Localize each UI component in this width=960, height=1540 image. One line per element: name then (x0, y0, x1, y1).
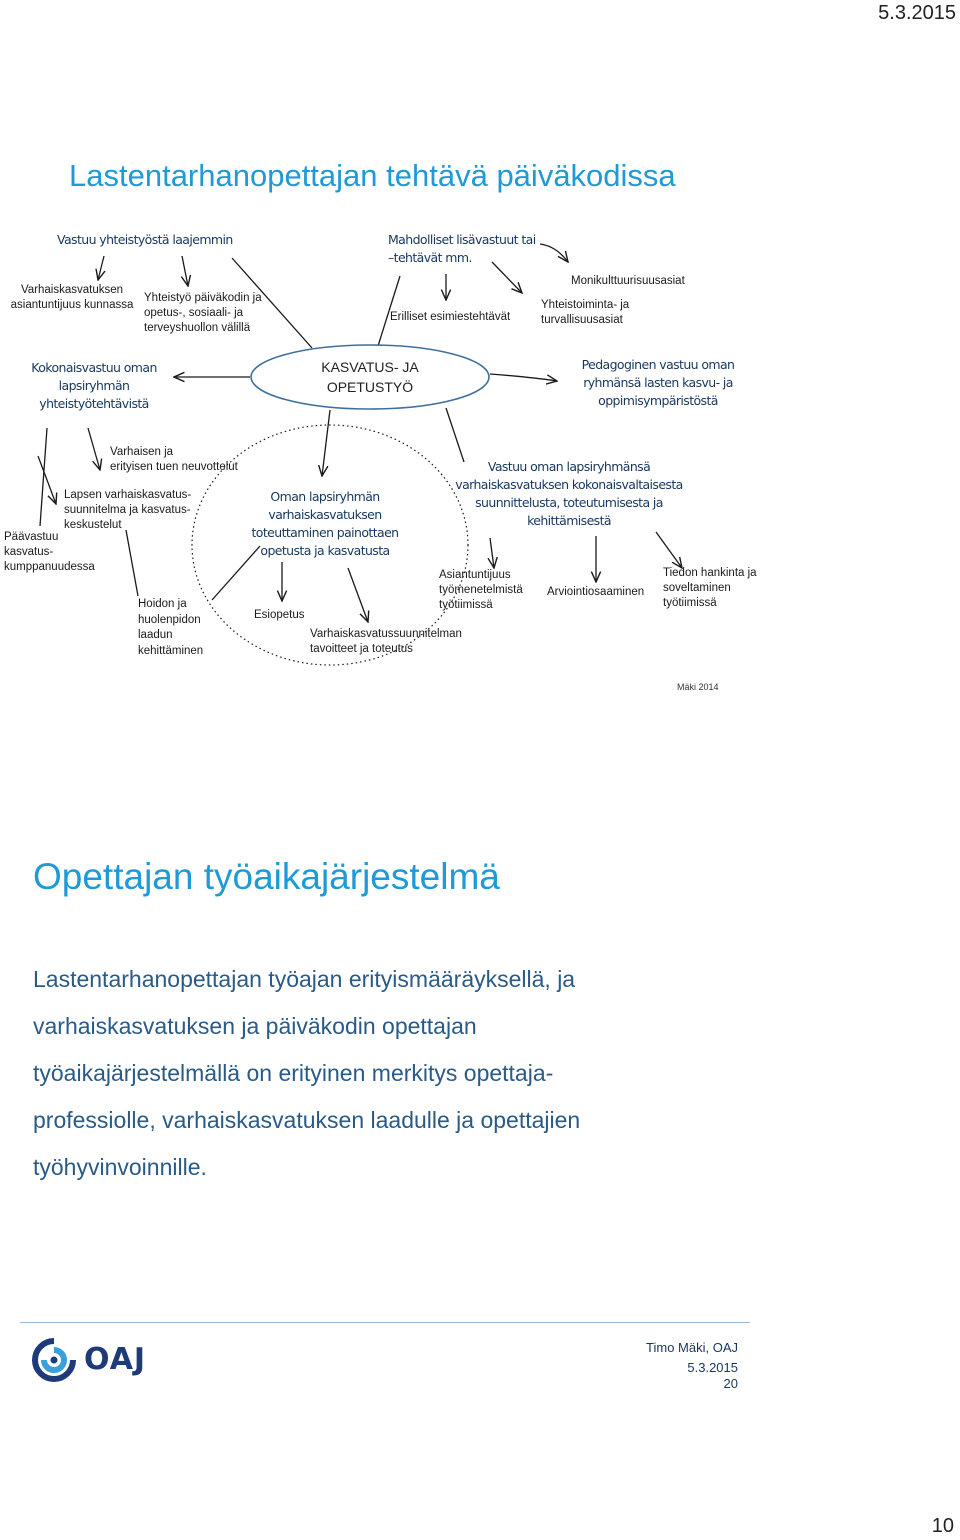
node-yhteistoiminta-line2: turvallisuusasiat (541, 314, 623, 326)
node-asiantuntijuus-tyo-line3: työtiimissä (439, 599, 493, 611)
node-tiedon (663, 566, 757, 611)
arrow-to-asiantuntijuus-tyo (490, 538, 494, 568)
node-vastuu-yhteistyosta: Vastuu yhteistyöstä laajemmin (57, 232, 233, 247)
node-yhteistoiminta (541, 298, 629, 328)
arrow-to-tiedon (656, 532, 682, 568)
arrow-to-lapsen-suunnitelma (38, 456, 56, 504)
slide2-line: varhaiskasvatuksen ja päiväkodin opettajan (33, 1013, 477, 1039)
arrow-to-monikulttuuri-top (540, 244, 568, 262)
node-pedagoginen-line2: ryhmänsä lasten kasvu- ja (583, 375, 733, 390)
slide2-line: työhyvinvoinnille. (33, 1154, 207, 1180)
node-tiedon-line1: Tiedon hankinta ja (663, 567, 757, 579)
node-vasu-line1: Varhaiskasvatussuunnitelman (310, 628, 462, 640)
node-asiantuntijuus-tyo (439, 568, 523, 613)
slide2-body (33, 956, 693, 1191)
node-pedagoginen (568, 356, 748, 410)
node-vastuu-oman-line4: kehittämisestä (527, 513, 611, 528)
node-vastuu-oman (446, 458, 692, 530)
oaj-logo-icon (32, 1338, 76, 1382)
node-kokonaisvastuu-line3: yhteistyötehtävistä (39, 396, 149, 411)
node-kokonaisvastuu-line1: Kokonaisvastuu oman (31, 360, 157, 375)
footer-rule (20, 1322, 750, 1323)
node-monikulttuuri: Monikulttuurisuusasiat (571, 275, 685, 287)
node-kokonaisvastuu (16, 359, 172, 413)
node-pedagoginen-line3: oppimisympäristöstä (598, 393, 718, 408)
node-yhteistyo-line1: Yhteistyö päiväkodin ja (144, 292, 262, 304)
node-hoidon-line3: laadun (138, 629, 173, 642)
node-lapsen-suunnitelma-line3: keskustelut (64, 519, 122, 531)
center-label (300, 357, 440, 397)
node-tiedon-line3: työtiimissä (663, 597, 717, 609)
slide2-title: Opettajan työaikajärjestelmä (33, 856, 500, 897)
arrow-to-asiantuntijuus (98, 256, 104, 280)
node-arviointi: Arviointiosaaminen (547, 586, 645, 598)
arrow-to-yhteistyo (182, 256, 188, 286)
center-line1: KASVATUS- JA (321, 359, 419, 375)
arrow-to-varhaisen-tuen (88, 428, 100, 470)
node-asiantuntijuus (4, 283, 140, 313)
node-mahdolliset-line2: –tehtävät mm. (388, 250, 472, 265)
node-mahdolliset-line1: Mahdolliset lisävastuut tai (388, 232, 536, 247)
node-lapsen-suunnitelma-line2: suunnitelma ja kasvatus- (64, 504, 191, 516)
node-paavastuu-line3: kumppanuudessa (4, 561, 95, 573)
node-hoidon-line4: kehittäminen (138, 644, 204, 657)
node-yhteistyo-line3: terveyshuollon välillä (144, 322, 251, 334)
node-esiopetus: Esiopetus (254, 609, 305, 621)
node-lapsen-suunnitelma-line1: Lapsen varhaiskasvatus- (64, 489, 192, 501)
slide2-line: työaikajärjestelmällä on erityinen merkitys opettaja- (33, 1060, 554, 1086)
node-yhteistyo (144, 291, 262, 336)
node-hoidon (138, 597, 203, 659)
footer-author: Timo Mäki, OAJ (646, 1340, 738, 1355)
node-esimies: Erilliset esimiestehtävät (390, 311, 511, 323)
node-oman-lapsiryhman-line1: Oman lapsiryhmän (270, 489, 380, 504)
credit: Mäki 2014 (677, 682, 719, 692)
footer-slide-number: 20 (723, 1376, 738, 1391)
oaj-logo-text: OAJ (84, 1342, 147, 1377)
node-kokonaisvastuu-line2: lapsiryhmän (58, 378, 130, 393)
line-to-hoidon (126, 530, 138, 596)
node-pedagoginen-line1: Pedagoginen vastuu oman (581, 357, 735, 372)
arrow-to-pedagoginen (490, 374, 557, 381)
node-tiedon-line2: soveltaminen (663, 582, 731, 594)
node-asiantuntijuus-line2: asiantuntijuus kunnassa (10, 299, 134, 311)
arrow-to-vasu (348, 568, 368, 622)
arrow-to-oman-lapsiryhman (322, 410, 330, 476)
node-oman-lapsiryhman-line2: varhaiskasvatuksen (268, 507, 382, 522)
node-yhteistoiminta-line1: Yhteistoiminta- ja (541, 299, 630, 311)
node-varhaisen-tuen-line2: erityisen tuen neuvottelut (110, 461, 238, 473)
node-yhteistyo-line2: opetus-, sosiaali- ja (144, 307, 244, 319)
node-mahdolliset (388, 231, 536, 267)
node-vasu (310, 627, 462, 657)
slide1-title: Lastentarhanopettajan tehtävä päiväkodissa (69, 158, 676, 193)
node-vastuu-oman-line3: suunnittelusta, toteutumisesta ja (475, 495, 663, 510)
node-varhaisen-tuen (110, 445, 238, 475)
slide2-line: Lastentarhanopettajan työajan erityismääräyksellä, ja (33, 966, 576, 992)
node-oman-lapsiryhman-line4: opetusta ja kasvatusta (260, 543, 390, 558)
node-hoidon-line1: Hoidon ja (138, 598, 187, 610)
node-vastuu-oman-line2: varhaiskasvatuksen kokonaisvaltaisesta (455, 477, 683, 492)
slide2-line: professiolle, varhaiskasvatuksen laadulle ja opettajien (33, 1107, 581, 1133)
header-date: 5.3.2015 (878, 2, 956, 24)
node-asiantuntijuus-tyo-line1: Asiantuntijuus (439, 569, 511, 581)
node-asiantuntijuus-line1: Varhaiskasvatuksen (20, 284, 124, 296)
node-vastuu-oman-line1: Vastuu oman lapsiryhmänsä (487, 459, 651, 474)
node-paavastuu (4, 530, 95, 575)
node-hoidon-line2: huolenpidon (138, 613, 201, 626)
node-lapsen-suunnitelma (64, 488, 191, 533)
node-paavastuu-line2: kasvatus- (4, 546, 54, 558)
node-vasu-line2: tavoitteet ja toteutus (310, 643, 413, 655)
node-asiantuntijuus-tyo-line2: työmenetelmistä (439, 584, 523, 596)
node-oman-lapsiryhman (240, 488, 410, 560)
center-line2: OPETUSTYÖ (326, 379, 414, 395)
node-paavastuu-line1: Päävastuu (4, 531, 59, 543)
page-number: 10 (931, 1515, 954, 1537)
node-oman-lapsiryhman-line3: toteuttaminen painottaen (251, 525, 399, 540)
footer-date: 5.3.2015 (687, 1360, 738, 1375)
node-varhaisen-tuen-line1: Varhaisen ja (110, 446, 174, 458)
line-center-to-vastuu-oman (446, 408, 464, 462)
